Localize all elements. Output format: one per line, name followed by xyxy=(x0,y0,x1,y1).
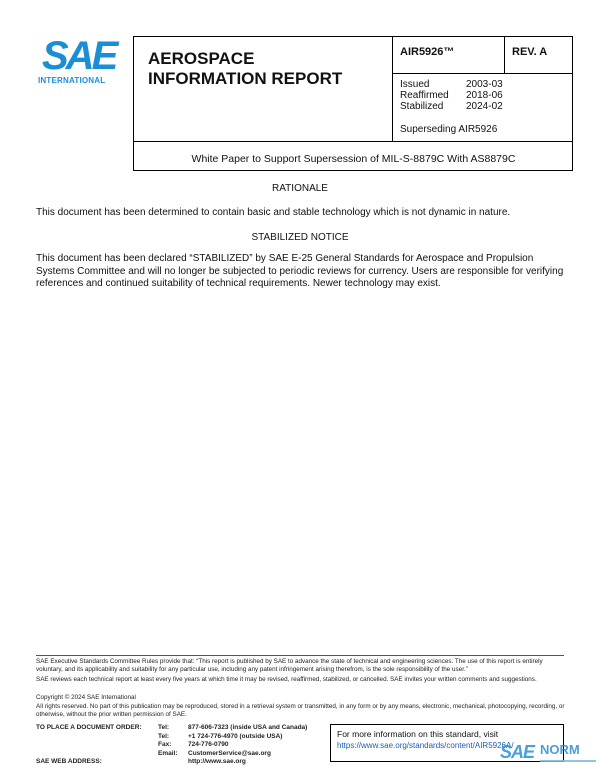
date-value: 2018-06 xyxy=(466,90,503,101)
watermark-sae: SAE xyxy=(500,742,535,762)
review-policy-text: SAE reviews each technical report at least every five years at which time it may be revised, reaffirmed, stabilized, or cancelled. SAE invites your written comments and suggestions. xyxy=(36,676,537,683)
report-type-title xyxy=(148,49,342,89)
logo-subtext: INTERNATIONAL xyxy=(38,76,106,85)
order-contacts xyxy=(36,724,307,767)
footer-divider xyxy=(36,655,564,656)
date-label: Stabilized xyxy=(400,101,444,112)
contact-row xyxy=(36,750,307,759)
date-row-reaffirmed xyxy=(400,90,510,101)
header-divider xyxy=(134,141,573,142)
contact-row xyxy=(36,733,307,742)
watermark-norm: NORM xyxy=(540,742,580,757)
standard-link[interactable]: https://www.sae.org/standards/content/AIR5926A/ xyxy=(337,741,514,750)
stabilized-notice-heading: STABILIZED NOTICE xyxy=(251,232,349,243)
header-divider xyxy=(504,37,505,73)
logo-letters: SAE xyxy=(42,34,116,78)
date-value: 2003-03 xyxy=(466,79,503,90)
watermark-logo xyxy=(500,742,596,770)
report-type-line2: INFORMATION REPORT xyxy=(148,69,343,88)
rationale-text: This document has been determined to contain basic and stable technology which is not dynamic in nature. xyxy=(36,207,511,218)
date-row-stabilized xyxy=(400,101,510,112)
superseding-note: Superseding AIR5926 xyxy=(400,124,498,135)
stabilized-notice-text: This document has been declared “STABILIZED” by SAE E-25 General Standards for Aerospace and Propulsion Systems Committee and will no longer be subjected to periodic reviews for currency. Users are responsible for verifying references and continued suitability of technical requirements. Newer technology may exist. xyxy=(36,253,564,289)
contact-key: Fax: xyxy=(158,741,172,748)
date-value: 2024-02 xyxy=(466,101,503,112)
watermark-underline xyxy=(540,760,596,762)
rationale-heading: RATIONALE xyxy=(272,183,328,194)
contact-key: Email: xyxy=(158,749,178,757)
contact-value[interactable]: 877-606-7323 (inside USA and Canada) xyxy=(188,724,308,731)
date-label: Reaffirmed xyxy=(400,90,449,101)
report-type-line1: AEROSPACE xyxy=(148,49,255,68)
more-info-title: For more information on this standard, visit xyxy=(337,729,499,739)
contact-key: Tel: xyxy=(158,724,170,731)
contact-email-link[interactable]: CustomerService@sae.org xyxy=(188,749,271,757)
revision-label: REV. A xyxy=(512,46,548,58)
header-divider xyxy=(392,73,573,74)
date-label: Issued xyxy=(400,79,430,90)
web-address-link[interactable]: http://www.sae.org xyxy=(188,758,246,765)
rights-text: All rights reserved. No part of this publication may be reproduced, stored in a retrieval system or transmitted, in any form or by any means, electronic, mechanical, photocopying, recording, or otherwise, without the prior written permission of SAE. xyxy=(36,703,565,718)
header-divider xyxy=(392,37,393,141)
contact-value: 724-776-0790 xyxy=(188,741,229,748)
contact-key: Tel: xyxy=(158,732,170,740)
date-row-issued xyxy=(400,79,510,90)
contact-row xyxy=(36,724,307,733)
document-title: White Paper to Support Supersession of MIL-S-8879C With AS8879C xyxy=(191,153,516,165)
order-label: TO PLACE A DOCUMENT ORDER: xyxy=(36,724,142,731)
contact-value[interactable]: +1 724-776-4970 (outside USA) xyxy=(188,732,283,740)
web-label: SAE WEB ADDRESS: xyxy=(36,758,102,765)
committee-rules-text: SAE Executive Standards Committee Rules provide that: “This report is published by SAE to advance the state of technical and engineering sciences. The use of this report is entirely voluntary, and its applicability and suitability for any particular use, including any patent infringement arising therefrom, is the sole responsibility of the user.” xyxy=(36,658,543,673)
date-list xyxy=(400,79,570,112)
document-number: AIR5926™ xyxy=(400,46,455,58)
contact-row xyxy=(36,758,307,767)
sae-logo xyxy=(38,36,122,84)
document-header xyxy=(133,36,573,171)
copyright-text: Copyright © 2024 SAE International xyxy=(36,694,136,701)
contact-row xyxy=(36,741,307,750)
